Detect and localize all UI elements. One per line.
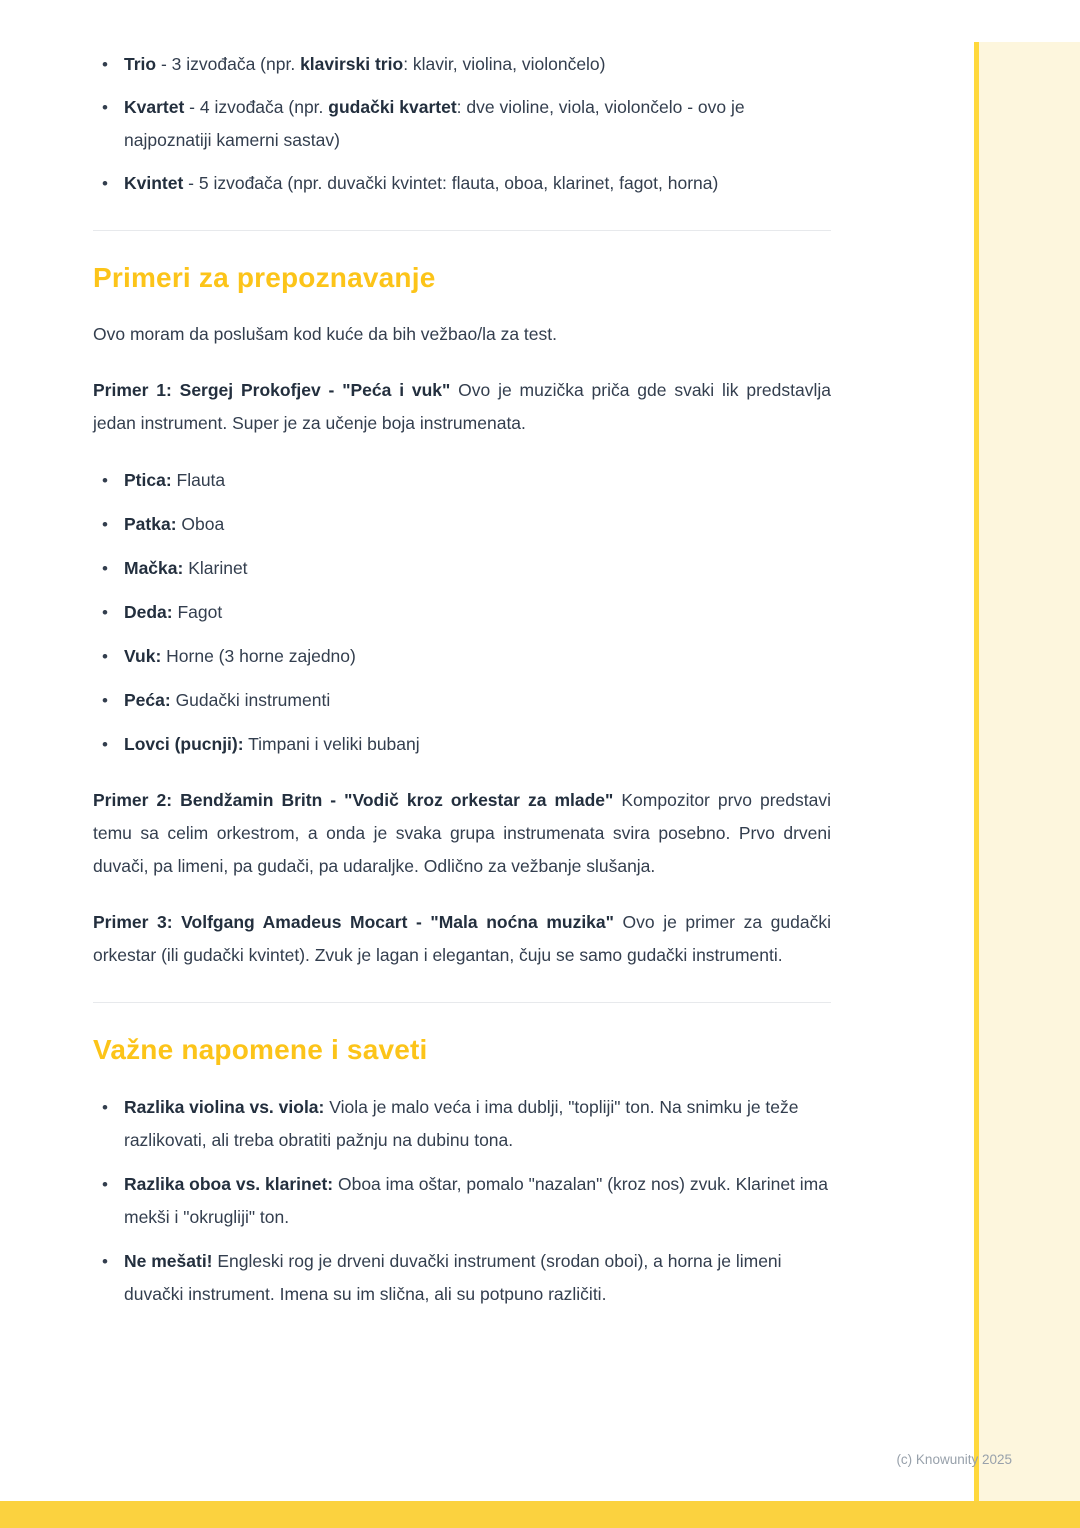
list-item: • Kvartet - 4 izvođača (npr. gudački kvartet: dve violine, viola, violončelo - ovo je najpoznatiji kamerni sastav)	[93, 91, 831, 157]
character-item: • Mačka: Klarinet	[93, 552, 831, 585]
character-item: • Peća: Gudački instrumenti	[93, 684, 831, 717]
note-item: • Ne mešati! Engleski rog je drveni duvački instrument (srodan oboi), a horna je limeni duvački instrument. Imena su im slična, ali su potpuno različiti.	[93, 1245, 831, 1311]
notes-list	[93, 1091, 831, 1311]
note-item: • Razlika oboa vs. klarinet: Oboa ima oštar, pomalo "nazalan" (kroz nos) zvuk. Klarinet ima mekši i "okrugliji" ton.	[93, 1168, 831, 1234]
primer-2-paragraph: Primer 2: Bendžamin Britn - "Vodič kroz orkestar za mlade" Kompozitor prvo predstavi temu sa celim orkestrom, a onda je svaka grupa instrumenata svira posebno. Prvo drveni duvači, pa limeni, pa gudači, pa udaraljke. Odlično za vežbanje slušanja.	[93, 790, 831, 876]
bottom-bar	[0, 1501, 1080, 1528]
character-item: • Deda: Fagot	[93, 596, 831, 629]
section-heading-saveti: Važne napomene i saveti	[93, 1034, 428, 1065]
ensemble-list	[93, 48, 831, 200]
intro-paragraph: Ovo moram da poslušam kod kuće da bih vežbao/la za test.	[93, 324, 557, 344]
characters-list	[93, 464, 831, 761]
document-content	[93, 30, 831, 1322]
side-strip	[979, 42, 1080, 1502]
character-item: • Lovci (pucnji): Timpani i veliki bubanj	[93, 728, 831, 761]
list-item: • Trio - 3 izvođača (npr. klavirski trio: klavir, violina, violončelo)	[93, 48, 831, 81]
watermark: (c) Knowunity 2025	[896, 1452, 1012, 1467]
section-divider	[93, 230, 831, 231]
primer-1-paragraph: Primer 1: Sergej Prokofjev - "Peća i vuk" Ovo je muzička priča gde svaki lik predstavlja jedan instrument. Super je za učenje boja instrumenata.	[93, 380, 831, 433]
character-item: • Patka: Oboa	[93, 508, 831, 541]
character-item: • Ptica: Flauta	[93, 464, 831, 497]
section-heading-primeri: Primeri za prepoznavanje	[93, 262, 436, 293]
note-item: • Razlika violina vs. viola: Viola je malo veća i ima dublji, "topliji" ton. Na snimku je teže razlikovati, ali treba obratiti pažnju na dubinu tona.	[93, 1091, 831, 1157]
section-divider	[93, 1002, 831, 1003]
list-item: • Kvintet - 5 izvođača (npr. duvački kvintet: flauta, oboa, klarinet, fagot, horna)	[93, 167, 831, 200]
character-item: • Vuk: Horne (3 horne zajedno)	[93, 640, 831, 673]
primer-3-paragraph: Primer 3: Volfgang Amadeus Mocart - "Mala noćna muzika" Ovo je primer za gudački orkestar (ili gudački kvintet). Zvuk je lagan i elegantan, čuju se samo gudački instrumenti.	[93, 912, 831, 965]
